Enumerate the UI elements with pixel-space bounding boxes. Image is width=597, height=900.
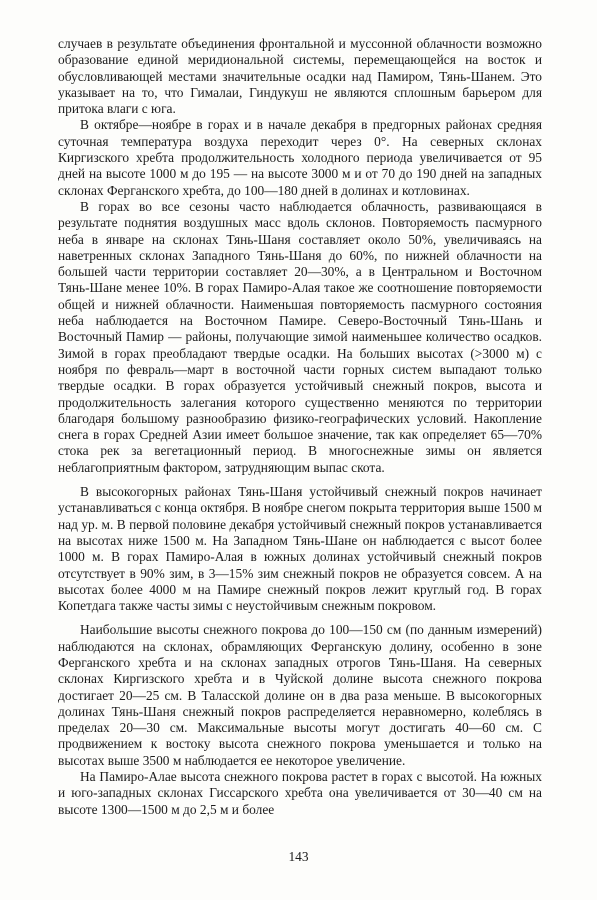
paragraph-snow-depth: Наибольшие высоты снежного покрова до 100—150 см (по данным измерений) наблюдаются на склонах, обрамляющих Ферганскую долину, особенно в зоне Ферганского хребта и на склонах западных отрогов Тянь-Шаня. На северных склонах Киргизского хребта и в Чуйской долине высота снежного покрова достигает 20—25 см. В Таласской долине он в два раза меньше. В высокогорных долинах Тянь-Шаня снежный покров распределяется неравномерно, колеблясь в пределах 20—30 см. Максимальные высоты могут достигать 40—60 см. С продвижением к востоку высота снежного покрова уменьшается и только на высотах выше 3500 м наблюдается ее некоторое увеличение. (58, 622, 542, 768)
page-number: 143 (288, 849, 309, 864)
paragraph-pamir-alai: На Памиро-Алае высота снежного покрова растет в горах с высотой. На южных и юго-западных склонах Гиссарского хребта она увеличивается от 30—40 см на высоте 1300—1500 м до 2,5 м и более (58, 769, 542, 817)
paragraph-october-temperature: В октябре—ноябре в горах и в начале декабря в предгорных районах средняя суточная температура воздуха переходит через 0°. На северных склонах Киргизского хребта продолжительность холодного периода увеличивается от 95 дней на высоте 1000 м до 195 — на высоте 3000 м и от 70 до 190 дней на западных склонах Ферганского хребта, до 100—180 дней в долинах и котловинах. (58, 117, 542, 198)
paragraph-continued: случаев в результате объединения фронтальной и муссонной облачности возможно образование единой меридиональной системы, перемещающейся на восток и обусловливающей местами значительные осадки над Памиром, Тянь-Шанем. Это указывает на то, что Гималаи, Гиндукуш не являются сплошным барьером для притока влаги с юга. (58, 36, 542, 117)
paragraph-snow-cover-tien-shan: В высокогорных районах Тянь-Шаня устойчивый снежный покров начинает устанавливаться с конца октября. В ноябре снегом покрыта территория выше 1500 м над ур. м. В первой половине декабря устойчивый снежный покров устанавливается на высотах ниже 1500 м. На Западном Тянь-Шане он наблюдается с высот более 1000 м. В горах Памиро-Алая в южных долинах устойчивый снежный покров отсутствует в 90% зим, в 3—15% зим снежный покров не образуется совсем. А на высотах более 4000 м на Памире снежный покров лежит круглый год. В горах Копетдага также часты зимы с неустойчивым снежным покровом. (58, 484, 542, 614)
body-text (58, 36, 542, 818)
paragraph-cloudiness: В горах во все сезоны часто наблюдается облачность, развивающаяся в результате поднятия воздушных масс вдоль склонов. Повторяемость пасмурного неба в январе на склонах Тянь-Шаня составляет около 50%, увеличиваясь на наветренных склонах Западного Тянь-Шаня до 60%, по нижней облачности на большей части территории составляет 20—30%, а в Центральном и Восточном Тянь-Шане менее 10%. В горах Памиро-Алая такое же соотношение повторяемости общей и нижней облачности. Наименьшая повторяемость пасмурного состояния неба наблюдается на Восточном Памире. Северо-Восточный Тянь-Шань и Восточный Памир — районы, получающие зимой наименьшее количество осадков. Зимой в горах преобладают твердые осадки. На больших высотах (>3000 м) с ноября по февраль—март в восточной части горных систем выпадают только твердые осадки. В горах образуется устойчивый снежный покров, высота и продолжительность залегания которого существенно меняются по территории благодаря большому разнообразию физико-географических условий. Накопление снега в горах Средней Азии имеет большое значение, так как определяет 65—70% стока рек за вегетационный период. В многоснежные зимы он является неблагоприятным фактором, затрудняющим выпас скота. (58, 198, 542, 475)
